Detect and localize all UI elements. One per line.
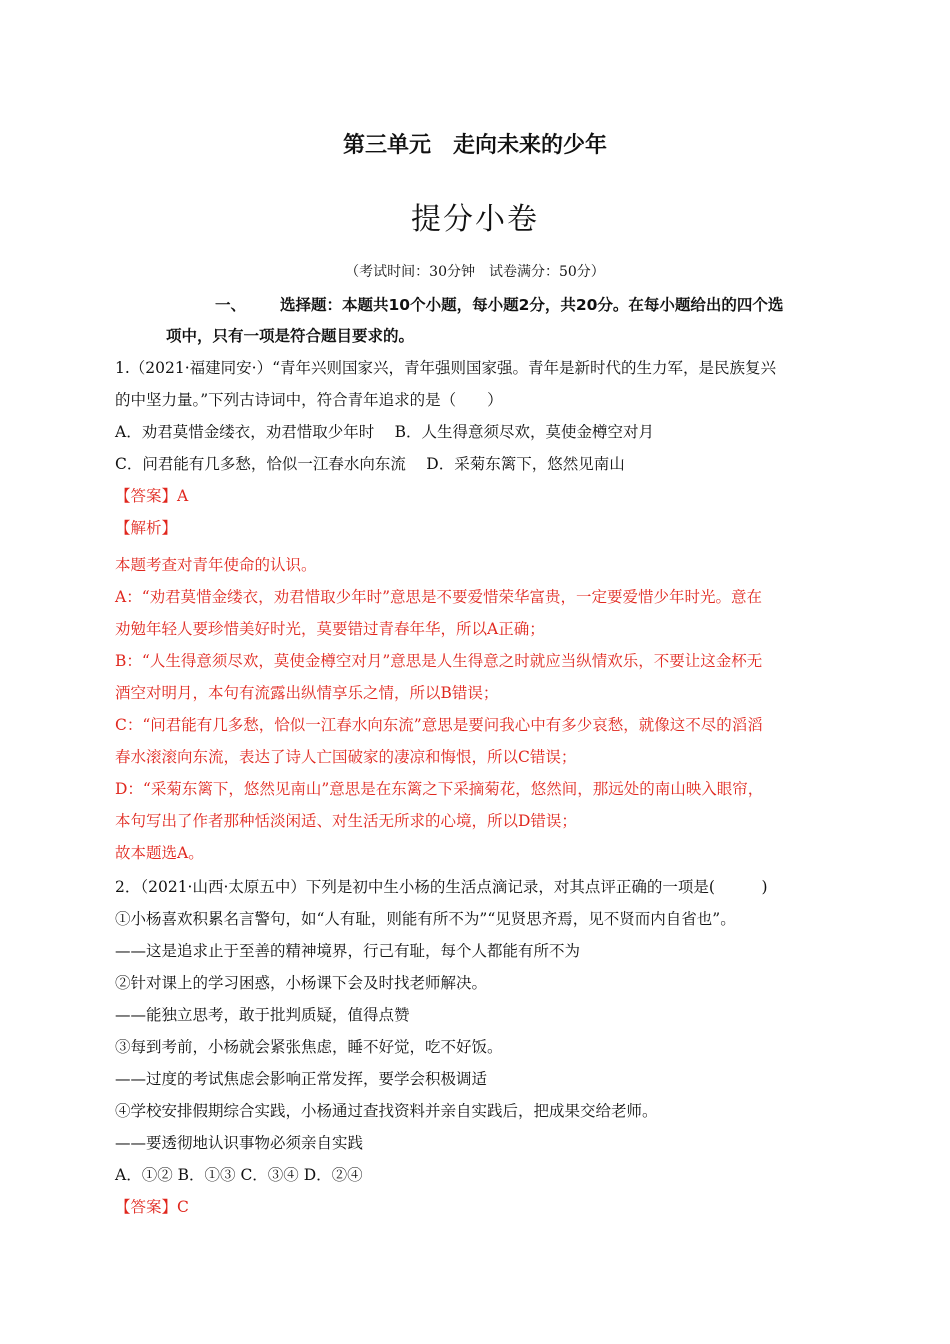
paper-title: 提分小卷	[411, 202, 539, 237]
q1-answer: 【答案】A	[115, 487, 189, 505]
q1-analysis-line: D：“采菊东篱下，悠然见南山”意思是在东篱之下采摘菊花，悠然间，那远处的南山映入眼帘，	[115, 780, 764, 798]
q2-comment: ——过度的考试焦虑会影响正常发挥，要学会积极调适	[115, 1070, 488, 1088]
q2-item: ①小杨喜欢积累名言警句，如“人有耻，则能有所不为”“见贤思齐焉，见不贤而内自省也”。	[115, 910, 736, 928]
q1-options-line1: A．劝君莫惜金缕衣，劝君惜取少年时 B．人生得意须尽欢，莫使金樽空对月	[115, 423, 655, 441]
q1-analysis-line: 酒空对明月，本句有流露出纵情享乐之情，所以B错误；	[115, 684, 499, 702]
unit-title: 第三单元 走向未来的少年	[342, 133, 607, 158]
q1-analysis-line: C：“问君能有几多愁，恰似一江春水向东流”意思是要问我心中有多少哀愁，就像这不尽的滔滔	[115, 716, 763, 734]
q2-item: ②针对课上的学习困惑，小杨课下会及时找老师解决。	[115, 974, 488, 992]
q2-comment: ——要透彻地认识事物必须亲自实践	[115, 1134, 364, 1152]
q1-analysis-label: 【解析】	[115, 519, 178, 537]
section-heading-line2: 项中，只有一项是符合题目要求的。	[166, 327, 415, 345]
q1-analysis-line: 本题考查对青年使命的认识。	[115, 556, 317, 574]
q2-stem: 2．（2021·山西·太原五中）下列是初中生小杨的生活点滴记录，对其点评正确的一项是( )	[115, 878, 768, 896]
section-heading-line1: 选择题：本题共10个小题，每小题2分，共20分。在每小题给出的四个选	[280, 296, 784, 314]
q2-answer: 【答案】C	[115, 1198, 189, 1216]
section-number: 一、	[215, 296, 247, 314]
q1-analysis-line: 劝勉年轻人要珍惜美好时光，莫要错过青春年华，所以A正确；	[115, 620, 545, 638]
q1-analysis-line: A：“劝君莫惜金缕衣，劝君惜取少年时”意思是不要爱惜荣华富贵，一定要爱惜少年时光。意在	[115, 588, 763, 606]
q1-stem-line2: 的中坚力量。”下列古诗词中，符合青年追求的是（ ）	[115, 391, 503, 409]
q2-item: ③每到考前，小杨就会紧张焦虑，睡不好觉，吃不好饭。	[115, 1038, 503, 1056]
q1-analysis-line: 春水滚滚向东流，表达了诗人亡国破家的凄凉和悔恨，所以C错误；	[115, 748, 577, 766]
q1-stem-line1: 1.（2021·福建同安·）“青年兴则国家兴，青年强则国家强。青年是新时代的生力军，是民族复兴	[115, 359, 777, 377]
q1-analysis-line: 本句写出了作者那种恬淡闲适、对生活无所求的心境，所以D错误；	[115, 812, 577, 830]
q2-options: A．①② B．①③ C．③④ D．②④	[115, 1166, 363, 1184]
q1-analysis-line: 故本题选A。	[115, 844, 204, 862]
q2-comment: ——能独立思考，敢于批判质疑，值得点赞	[115, 1006, 410, 1024]
q1-options-line2: C．问君能有几多愁，恰似一江春水向东流 D．采菊东篱下，悠然见南山	[115, 455, 625, 473]
q2-comment: ——这是追求止于至善的精神境界，行己有耻，每个人都能有所不为	[115, 942, 581, 960]
q1-analysis-line: B：“人生得意须尽欢，莫使金樽空对月”意思是人生得意之时就应当纵情欢乐，不要让这金杯无	[115, 652, 763, 670]
q2-item: ④学校安排假期综合实践，小杨通过查找资料并亲自实践后，把成果交给老师。	[115, 1102, 658, 1120]
exam-meta: （考试时间：30分钟 试卷满分：50分）	[345, 264, 605, 280]
